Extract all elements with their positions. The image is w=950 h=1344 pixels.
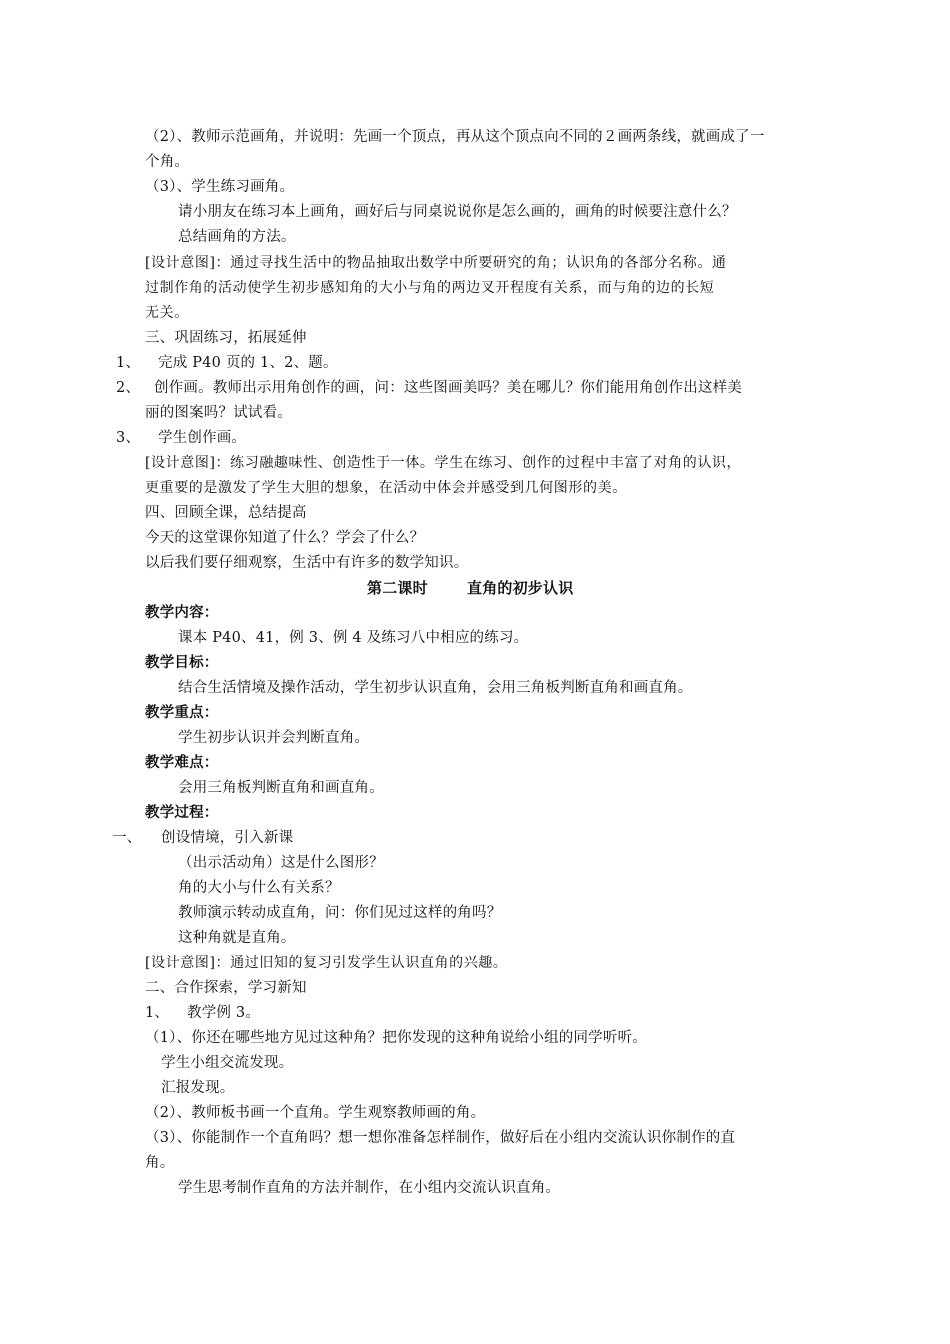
list-number: 1、 (145, 1005, 170, 1021)
list-number: 一、 (112, 830, 142, 846)
heading-difficulties: 教学难点： (145, 754, 219, 771)
design-intent-note-2: [设计意图]：练习融趣味性、创造性于一体。学生在练习、创作的过程中丰富了对角的认识， (145, 455, 742, 471)
design-intent-note-3: [设计意图]：通过旧知的复习引发学生认识直角的兴趣。 (145, 955, 508, 971)
paragraph-instruction: 请小朋友在练习本上画角，画好后与同桌说说你是怎么画的，画角的时候要注意什么？ (178, 204, 737, 220)
paragraph-step-3-make: （3）、你能制作一个直角吗？想一想你准备怎样制作，做好后在小组内交流认识你制作的直 (145, 1130, 736, 1146)
paragraph-step-3-cont: 角。 (145, 1155, 175, 1171)
heading-teaching-process: 教学过程： (145, 804, 219, 821)
paragraph-step-1-question: （1）、你还在哪些地方见过这种角？把你发现的这种角说给小组的同学听听。 (145, 1030, 647, 1046)
paragraph-student-make: 学生思考制作直角的方法并制作，在小组内交流认识直角。 (178, 1180, 561, 1196)
heading-teaching-goals: 教学目标： (145, 654, 219, 671)
list-number: 3、 (116, 430, 141, 446)
lesson-title-number: 第二课时 (367, 579, 428, 597)
paragraph-summary: 总结画角的方法。 (178, 229, 296, 245)
paragraph-right-angle: 这种角就是直角。 (178, 930, 296, 946)
list-item-3: 学生创作画。 (158, 430, 247, 446)
paragraph-report: 汇报发现。 (161, 1080, 235, 1096)
teaching-goals-text: 结合生活情境及操作活动，学生初步认识直角，会用三角板判断直角和画直角。 (178, 680, 693, 696)
section-heading-1: 创设情境，引入新课 (161, 830, 294, 846)
list-item-1: 完成 P40 页的 1、2、题。 (158, 355, 338, 371)
paragraph-show-angle: （出示活动角）这是什么图形？ (178, 855, 384, 871)
list-item-2: 创作画。教师出示用角创作的画，问：这些图画美吗？美在哪儿？你们能用角创作出这样美 (154, 380, 742, 396)
design-intent-note-1: [设计意图]：通过寻找生活中的物品抽取出数学中所要研究的角；认识角的各部分名称。通 (145, 255, 727, 271)
paragraph-continuation: 个角。 (145, 154, 190, 170)
section-heading-4: 四、回顾全课，总结提高 (145, 505, 307, 521)
design-intent-note-2-cont: 更重要的是激发了学生大胆的想象，在活动中体会并感受到几何图形的美。 (145, 480, 627, 496)
difficulties-text: 会用三角板判断直角和画直角。 (178, 780, 384, 796)
paragraph-step-3: （3）、学生练习画角。 (145, 179, 295, 195)
heading-teaching-content: 教学内容： (145, 604, 219, 621)
list-number: 2、 (116, 380, 141, 396)
paragraph-angle-size: 角的大小与什么有关系？ (178, 880, 340, 896)
heading-key-points: 教学重点： (145, 704, 219, 721)
key-points-text: 学生初步认识并会判断直角。 (178, 730, 370, 746)
paragraph-step-2-teacher-demo: （2）、教师示范画角，并说明：先画一个顶点，再从这个顶点向不同的２画两条线，就画成了一 (145, 129, 765, 145)
list-number: 1、 (116, 355, 141, 371)
design-intent-note-1-cont: 过制作角的活动使学生初步感知角的大小与角的两边叉开程度有关系，而与角的边的长短 (145, 280, 715, 296)
design-intent-note-1-end: 无关。 (145, 305, 189, 321)
lesson-title: 直角的初步认识 (467, 579, 574, 597)
section-heading-2: 二、合作探索，学习新知 (145, 980, 307, 996)
teaching-content-text: 课本 P40、41，例 3、例 4 及练习八中相应的练习。 (178, 630, 529, 646)
section-heading-3: 三、巩固练习，拓展延伸 (145, 330, 307, 346)
paragraph-step-2-board: （2）、教师板书画一个直角。学生观察教师画的角。 (145, 1105, 486, 1121)
paragraph-review: 今天的这堂课你知道了什么？学会了什么？ (145, 530, 425, 546)
paragraph-closing: 以后我们要仔细观察，生活中有许多的数学知识。 (145, 555, 469, 571)
list-item-2-cont: 丽的图案吗？试试看。 (145, 405, 292, 421)
list-item-example-3: 教学例 3。 (187, 1005, 261, 1021)
paragraph-rotate-demo: 教师演示转动成直角，问：你们见过这样的角吗？ (178, 905, 502, 921)
paragraph-group-discussion: 学生小组交流发现。 (161, 1055, 294, 1071)
